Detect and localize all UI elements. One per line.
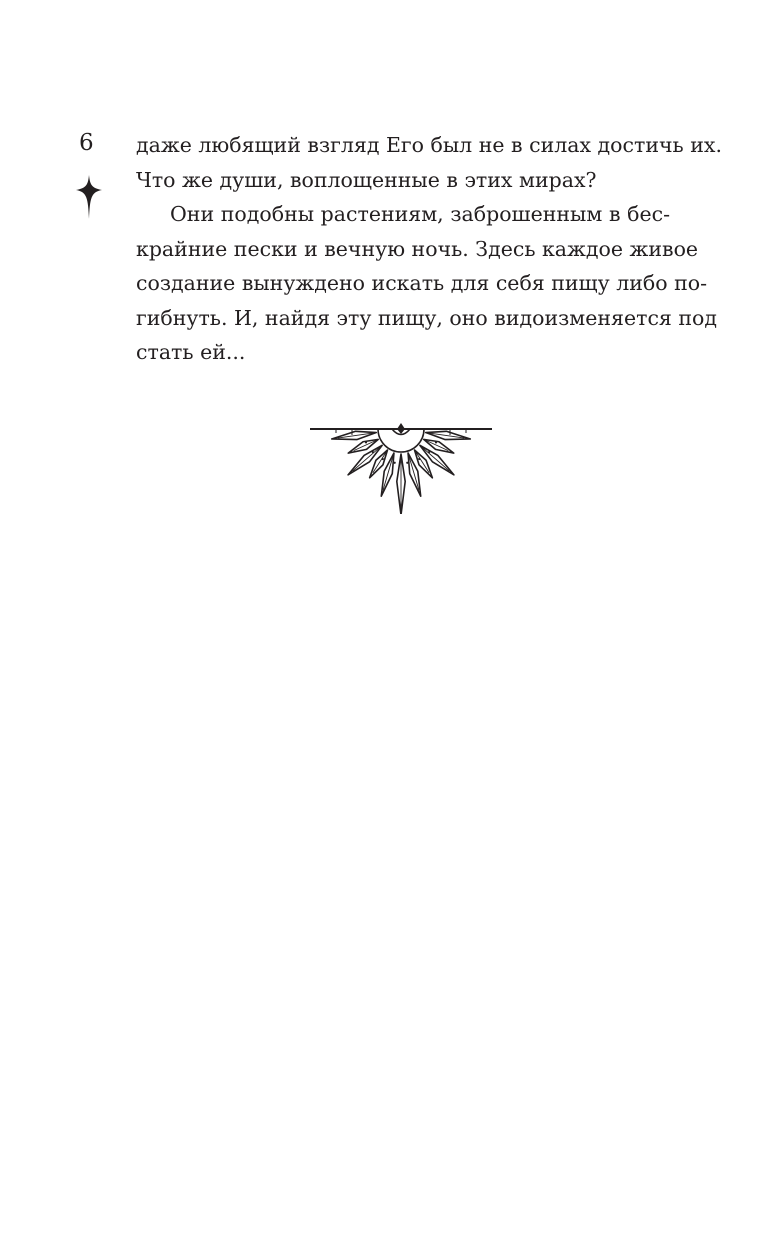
sun-dot [365, 441, 367, 443]
sun-dot [382, 458, 384, 460]
four-point-star-icon [75, 174, 103, 220]
text-line: гибнуть. И, найдя эту пищу, оно видоизменяется под [136, 305, 717, 330]
text-line: стать ей... [136, 340, 246, 364]
text-line: Они подобны растениям, заброшенным в бес- [170, 202, 670, 226]
page-number: 6 [79, 130, 94, 156]
half-sun-icon [308, 418, 494, 514]
small-diamond [397, 423, 405, 434]
text-line: даже любящий взгляд Его был не в силах достичь их. [136, 133, 722, 157]
sun-dot [394, 462, 396, 464]
sun-dot [418, 458, 420, 460]
sun-dot [435, 441, 437, 443]
text-line: Что же души, воплощенные в этих мирах? [136, 167, 597, 192]
sun-dot [428, 451, 430, 453]
body-text [136, 128, 722, 370]
text-line: создание вынуждено искать для себя пищу либо по- [136, 271, 708, 295]
text-line: крайние пески и вечную ночь. Здесь каждое живое [136, 236, 699, 261]
sun-dot [406, 462, 408, 464]
sun-dot [372, 451, 374, 453]
